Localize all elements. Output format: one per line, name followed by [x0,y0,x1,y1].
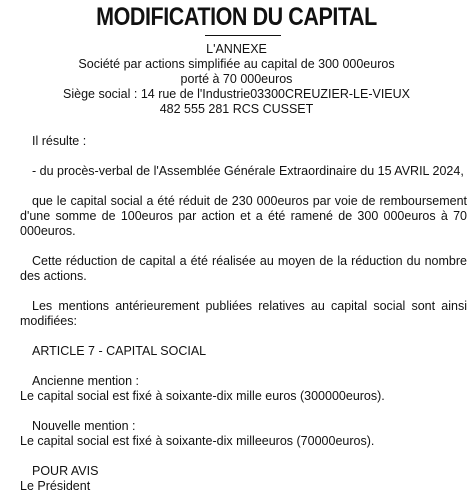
rcs-line: 482 555 281 RCS CUSSET [159,102,314,116]
nouvelle-mention-label: Nouvelle mention : [32,419,136,433]
title-divider [205,35,281,36]
reduction-paragraph: que le capital social a été réduit de 230 000euros par voie de remboursement d'une somme de 100euros par action et a été ramené de 300 000euros à 70 000euros. [20,194,467,238]
notice-body [20,134,467,494]
article-heading: ARTICLE 7 - CAPITAL SOCIAL [32,344,207,358]
annexe-line: L'ANNEXE [206,42,267,56]
notice-title: MODIFICATION DU CAPITAL [96,3,377,31]
moyen-paragraph: Cette réduction de capital a été réalisée au moyen de la réduction du nombre des actions. [20,254,467,283]
siege-social-line: Siège social : 14 rue de l'Industrie03300CREUZIER-LE-VIEUX [63,87,410,101]
nouvelle-mention-text: Le capital social est fixé à soixante-dix milleeuros (70000euros). [20,434,375,448]
mentions-paragraph: Les mentions antérieurement publiées relatives au capital social sont ainsi modifiées: [20,299,467,328]
il-resulte-paragraph: Il résulte : [32,134,87,148]
ancienne-mention-text: Le capital social est fixé à soixante-dix mille euros (300000euros). [20,389,385,403]
signatory: Le Président [20,479,91,493]
ancienne-mention-label: Ancienne mention : [32,374,140,388]
pour-avis: POUR AVIS [32,464,99,478]
company-header [0,42,473,117]
proces-verbal-paragraph: - du procès-verbal de l'Assemblée Générale Extraordinaire du 15 AVRIL 2024, [32,164,464,178]
capital-line: porté à 70 000euros [180,72,293,86]
company-form-line: Société par actions simplifiée au capital de 300 000euros [78,57,395,71]
